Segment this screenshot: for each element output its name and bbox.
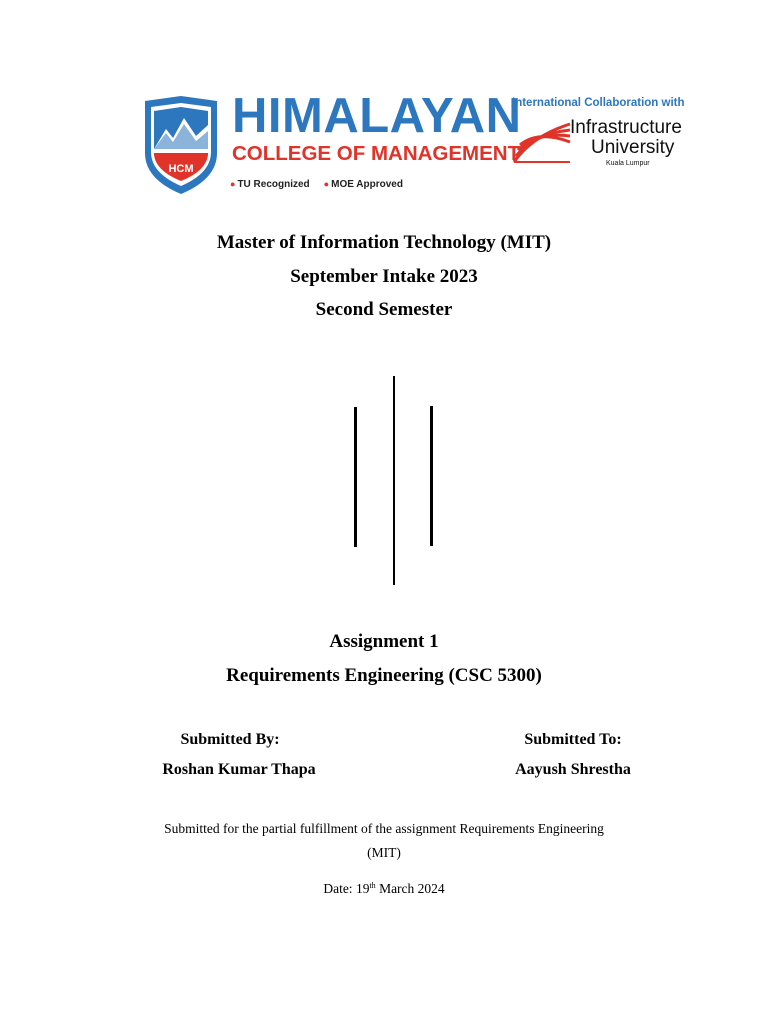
course-title: Requirements Engineering (CSC 5300) [226, 665, 542, 686]
infrastructure-university-logo [512, 118, 574, 168]
divider-line-center [393, 376, 395, 585]
college-name: HIMALAYAN [232, 89, 522, 143]
accreditation-tags [230, 180, 403, 190]
program-intake: September Intake 2023 [290, 266, 478, 287]
submitted-by-name: Roshan Kumar Thapa [162, 761, 316, 778]
divider-line-left [354, 407, 357, 547]
tag-tu: TU Recognized [237, 179, 310, 190]
program-title: Master of Information Technology (MIT) [216, 232, 552, 253]
assignment-title: Assignment 1 [329, 631, 439, 652]
submitted-to-label: Submitted To: [524, 731, 622, 748]
partner-name-line2: University [591, 137, 675, 158]
date-rest: March 2024 [375, 881, 445, 896]
divider-line-right [430, 406, 433, 546]
shield-label: HCM [168, 163, 194, 175]
fulfillment-statement: Submitted for the partial fulfillment of the assignment Requirements Engineering [164, 821, 604, 836]
partner-name-line1: Infrastructure [570, 117, 682, 138]
submission-date [0, 882, 768, 896]
date-ordinal: th [369, 881, 376, 890]
hcm-shield-logo [142, 95, 220, 195]
submitted-to-name: Aayush Shrestha [515, 761, 631, 778]
college-subname: COLLEGE OF MANAGEMENT [232, 142, 521, 165]
bullet-icon: ● [230, 179, 236, 189]
bullet-icon: ● [323, 179, 330, 189]
collaboration-text: International Collaboration with [512, 97, 685, 109]
date-prefix: Date: 19 [323, 881, 370, 896]
program-semester: Second Semester [315, 299, 453, 320]
partner-location: Kuala Lumpur [606, 160, 650, 167]
tag-moe: MOE Approved [331, 179, 403, 190]
submitted-by-label: Submitted By: [180, 731, 280, 748]
fulfillment-program: (MIT) [367, 845, 401, 860]
